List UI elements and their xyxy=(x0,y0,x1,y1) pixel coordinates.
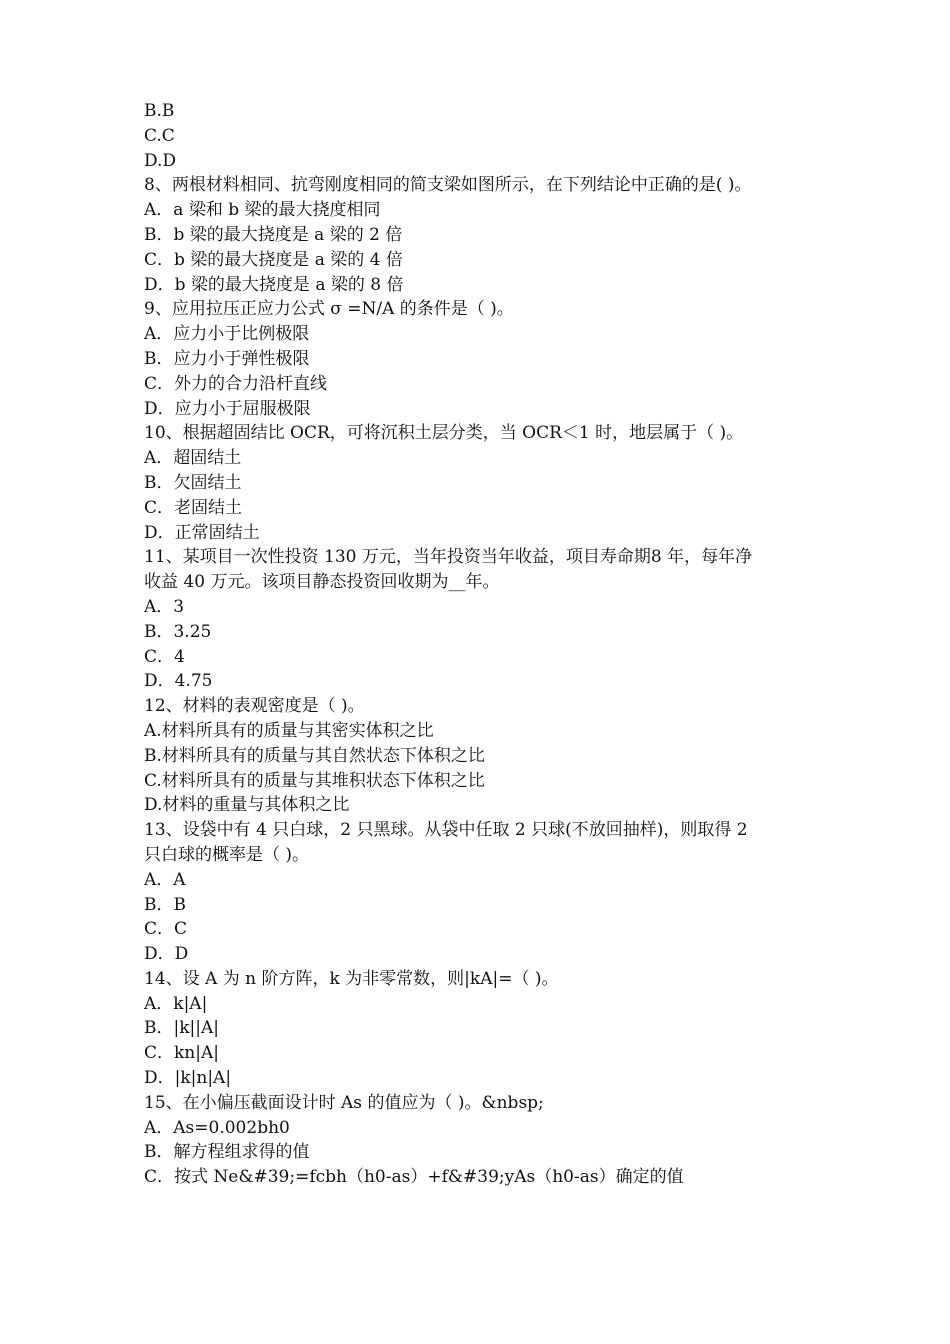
text-line: C．kn|A| xyxy=(144,1043,219,1064)
text-line: A．k|A| xyxy=(144,993,208,1014)
text-line: D．|k|n|A| xyxy=(144,1068,232,1089)
text-line: D．应力小于屈服极限 xyxy=(144,398,311,419)
text-line: D．正常固结土 xyxy=(144,522,260,543)
text-line: C.C xyxy=(144,125,175,146)
text-line: A．超固结土 xyxy=(144,448,242,469)
text-line: 11、某项目一次性投资 130 万元，当年投资当年收益，项目寿命期8 年，每年净 xyxy=(144,547,753,568)
text-line: B.B xyxy=(144,101,175,121)
text-line: B．3.25 xyxy=(144,621,212,642)
text-line: 9、应用拉压正应力公式 σ =N/A 的条件是（ )。 xyxy=(144,299,514,320)
text-line: C．老固结土 xyxy=(144,497,243,518)
text-line: 13、设袋中有 4 只白球，2 只黑球。从袋中任取 2 只球(不放回抽样)，则取得 2 xyxy=(144,820,748,841)
text-line: 只白球的概率是（ )。 xyxy=(144,844,310,865)
text-line: 12、材料的表观密度是（ )。 xyxy=(144,696,365,717)
text-line: A．a 梁和 b 梁的最大挠度相同 xyxy=(144,200,381,221)
text-line: A．As=0.002bh0 xyxy=(144,1117,290,1138)
text-line: B．应力小于弹性极限 xyxy=(144,348,310,369)
text-line: A．3 xyxy=(144,596,185,617)
text-line: D.材料的重量与其体积之比 xyxy=(144,795,350,816)
document-body xyxy=(144,99,814,1190)
text-line: C．4 xyxy=(144,646,185,667)
text-line: A.材料所具有的质量与其密实体积之比 xyxy=(144,720,434,741)
text-line: D．4.75 xyxy=(144,671,213,692)
text-line: 8、两根材料相同、抗弯刚度相同的简支梁如图所示，在下列结论中正确的是( )。 xyxy=(144,175,752,196)
text-line: 收益 40 万元。该项目静态投资回收期为__年。 xyxy=(144,572,500,593)
text-line: 10、根据超固结比 OCR，可将沉积土层分类，当 OCR＜1 时，地层属于（ )。 xyxy=(144,423,744,444)
text-line: 14、设 A 为 n 阶方阵，k 为非零常数，则|kA|=（ )。 xyxy=(144,968,559,989)
text-line: A．应力小于比例极限 xyxy=(144,324,310,345)
text-line: B.材料所具有的质量与其自然状态下体积之比 xyxy=(144,745,485,766)
text-line: C．b 梁的最大挠度是 a 梁的 4 倍 xyxy=(144,249,403,270)
text-line: C．按式 Ne&#39;=fcbh（h0-as）+f&#39;yAs（h0-as）确定的值 xyxy=(144,1167,684,1188)
text-line: D．D xyxy=(144,944,189,965)
text-line: A．A xyxy=(144,869,186,890)
text-line: C.材料所具有的质量与其堆积状态下体积之比 xyxy=(144,770,485,791)
text-line: B．欠固结土 xyxy=(144,472,242,493)
text-line: C．外力的合力沿杆直线 xyxy=(144,373,328,394)
text-line: D.D xyxy=(144,150,177,171)
text-line: D．b 梁的最大挠度是 a 梁的 8 倍 xyxy=(144,274,404,295)
text-line: B．B xyxy=(144,894,186,915)
text-line: C．C xyxy=(144,919,188,940)
text-line: B．解方程组求得的值 xyxy=(144,1142,310,1163)
text-line: 15、在小偏压截面设计时 As 的值应为（ )。&nbsp; xyxy=(144,1092,544,1113)
text-line: B．b 梁的最大挠度是 a 梁的 2 倍 xyxy=(144,224,403,245)
text-line: B．|k||A| xyxy=(144,1018,219,1039)
